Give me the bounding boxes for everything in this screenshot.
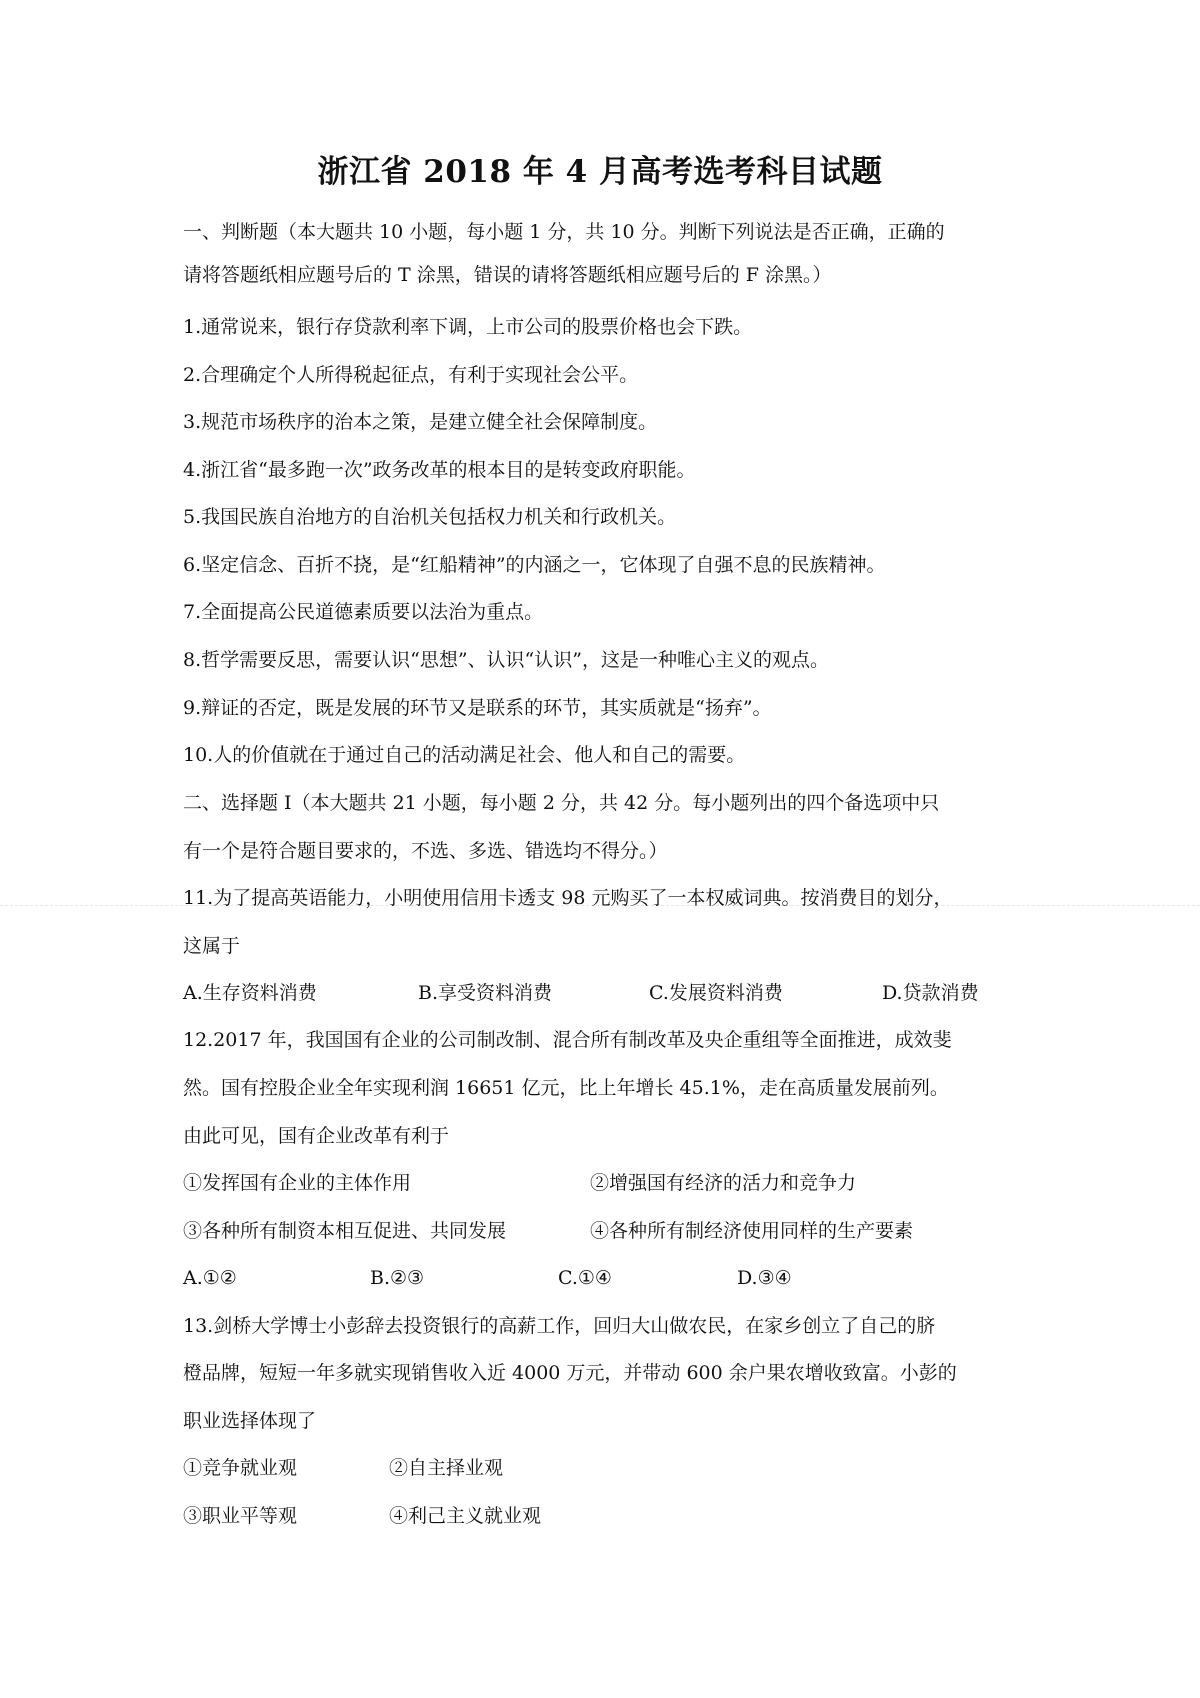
q11-option-d: D.贷款消费 [882,982,979,1004]
page-title: 浙江省 2018 年 4 月高考选考科目试题 [317,154,883,190]
judgment-item-8: 8.哲学需要反思，需要认识“思想”、认识“认识”，这是一种唯心主义的观点。 [183,649,829,671]
section2-instruction-line: 有一个是符合题目要求的，不选、多选、错选均不得分。） [183,840,668,862]
q11-stem-line: 11.为了提高英语能力，小明使用信用卡透支 98 元购买了一本权威词典。按消费目的划分， [183,887,953,909]
q11-option-c: C.发展资料消费 [649,982,783,1004]
q11-stem-line: 这属于 [183,935,241,957]
q12-option-d: D.③④ [737,1267,792,1289]
q13-stem-line: 13.剑桥大学博士小彭辞去投资银行的高薪工作，回归大山做农民，在家乡创立了自己的脐 [183,1315,936,1337]
q13-stem-line: 橙品牌，短短一年多就实现销售收入近 4000 万元，并带动 600 余户果农增收致富。小彭的 [183,1362,957,1384]
q13-statement-4: ④利己主义就业观 [389,1505,542,1527]
judgment-item-5: 5.我国民族自治地方的自治机关包括权力机关和行政机关。 [183,506,677,528]
judgment-item-6: 6.坚定信念、百折不挠，是“红船精神”的内涵之一，它体现了自强不息的民族精神。 [183,554,886,576]
q13-statement-2: ②自主择业观 [389,1457,504,1479]
judgment-item-4: 4.浙江省“最多跑一次”政务改革的根本目的是转变政府职能。 [183,459,696,481]
section2-instruction-line: 二、选择题 I（本大题共 21 小题，每小题 2 分，共 42 分。每小题列出的四个备选项中只 [183,792,940,814]
section1-instruction-line: 请将答题纸相应题号后的 T 涂黑，错误的请将答题纸相应题号后的 F 涂黑。） [183,264,832,286]
judgment-item-3: 3.规范市场秩序的治本之策，是建立健全社会保障制度。 [183,411,658,433]
q12-statement-1: ①发挥国有企业的主体作用 [183,1172,412,1194]
q12-stem-line: 然。国有控股企业全年实现利润 16651 亿元，比上年增长 45.1%，走在高质量发展前列。 [183,1077,949,1099]
q12-statement-2: ②增强国有经济的活力和竞争力 [590,1172,857,1194]
q11-option-b: B.享受资料消费 [418,982,553,1004]
q13-statement-3: ③职业平等观 [183,1505,298,1527]
judgment-item-1: 1.通常说来，银行存贷款利率下调，上市公司的股票价格也会下跌。 [183,316,753,338]
section1-instruction-line: 一、判断题（本大题共 10 小题，每小题 1 分，共 10 分。判断下列说法是否正确，正确的 [183,221,945,243]
q13-statement-1: ①竞争就业观 [183,1457,298,1479]
q12-statement-3: ③各种所有制资本相互促进、共同发展 [183,1220,507,1242]
q12-statement-4: ④各种所有制经济使用同样的生产要素 [590,1220,914,1242]
q12-stem-line: 由此可见，国有企业改革有利于 [183,1125,450,1147]
judgment-item-7: 7.全面提高公民道德素质要以法治为重点。 [183,601,544,623]
q11-option-a: A.生存资料消费 [183,982,317,1004]
q13-stem-line: 职业选择体现了 [183,1410,317,1432]
q12-stem-line: 12.2017 年，我国国有企业的公司制改制、混合所有制改革及央企重组等全面推进，成效斐 [183,1029,952,1051]
q12-option-c: C.①④ [558,1267,612,1289]
q12-option-a: A.①② [183,1267,237,1289]
q12-option-b: B.②③ [370,1267,425,1289]
judgment-item-2: 2.合理确定个人所得税起征点，有利于实现社会公平。 [183,364,639,386]
judgment-item-9: 9.辩证的否定，既是发展的环节又是联系的环节，其实质就是“扬弃”。 [183,697,772,719]
judgment-item-10: 10.人的价值就在于通过自己的活动满足社会、他人和自己的需要。 [183,744,746,766]
